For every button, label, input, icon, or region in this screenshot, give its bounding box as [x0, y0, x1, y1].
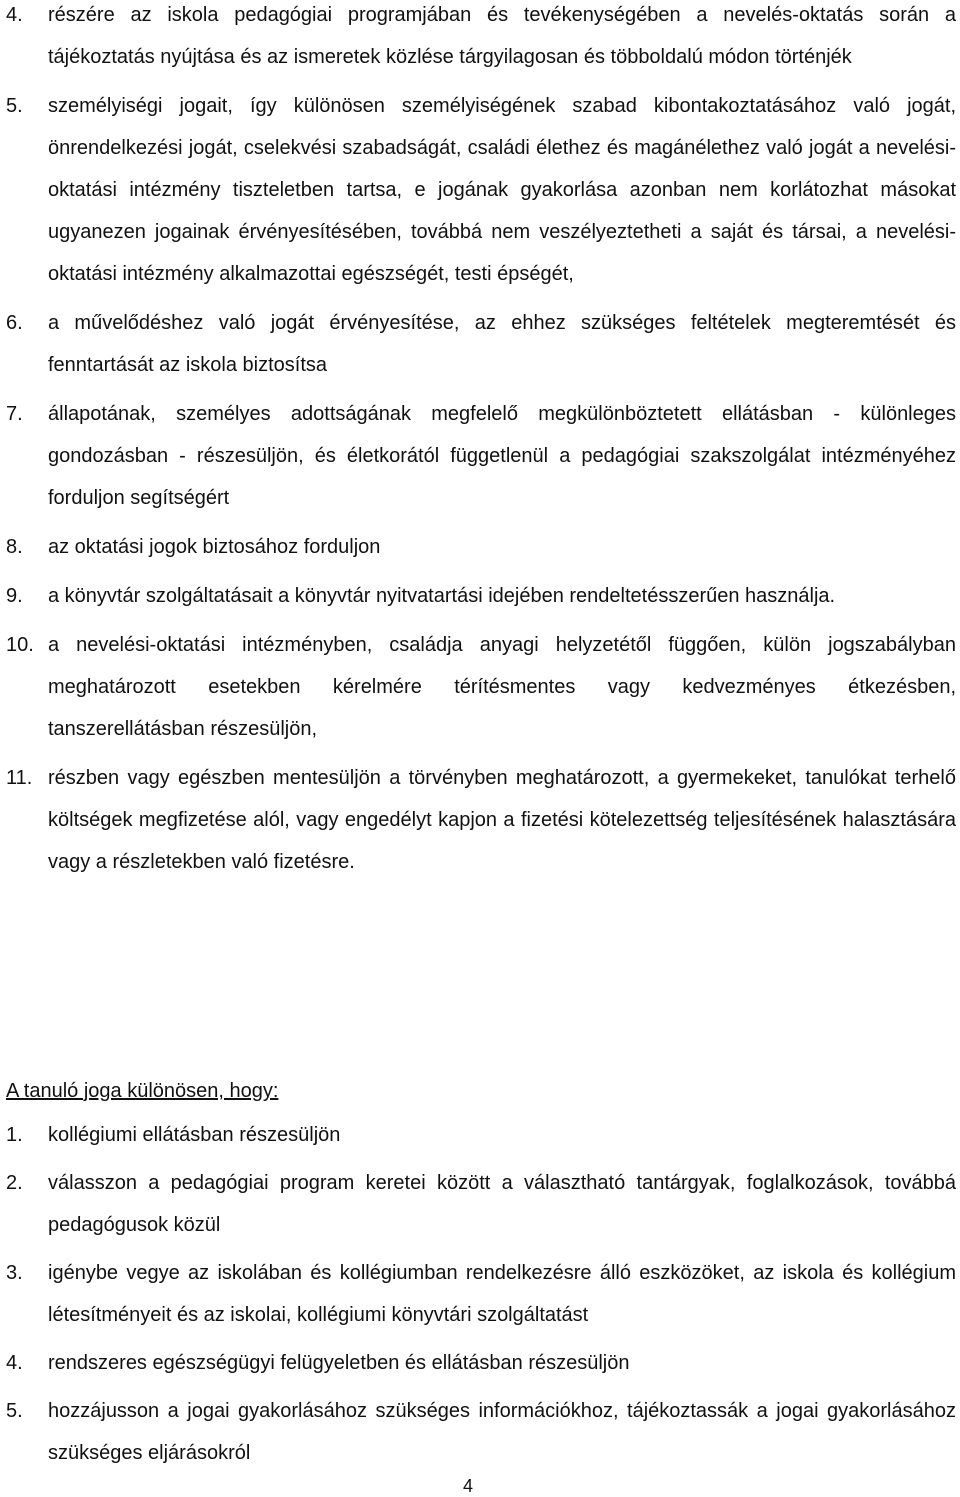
- list-item: [6, 393, 956, 519]
- list-item: [6, 757, 956, 883]
- list-item-text: állapotának, személyes adottságának megfelelő megkülönböztetett ellátásban - különleges gondozásban - részesüljön, és életkorától függetlenül a pedagógiai szakszolgálat intézményéhez forduljon segítségért: [48, 403, 956, 509]
- list-item-number: 7.: [6, 403, 23, 425]
- list-item: [6, 575, 956, 617]
- list-item-text: kollégiumi ellátásban részesüljön: [48, 1124, 341, 1146]
- list-item-text: a könyvtár szolgáltatásait a könyvtár nyitvatartási idejében rendeltetésszerűen használja.: [48, 585, 836, 607]
- list-item: [6, 302, 956, 386]
- list-item-text: személyiségi jogait, így különösen személyiségének szabad kibontakoztatásához való jogát, önrendelkezési jogát, cselekvési szabadságát, családi élethez és magánélethez való jogát a nevelési-oktatási intézmény tiszteletben tartsa, e jogának gyakorlása azonban nem korlátozhat másokat ugyanezen jogainak érvényesítésében, továbbá nem veszélyeztetheti a saját és társai, a nevelési-oktatási intézmény alkalmazottai egészségét, testi épségét,: [48, 95, 956, 285]
- list-item-text: az oktatási jogok biztosához forduljon: [48, 536, 381, 558]
- list-item-number: 5.: [6, 1400, 23, 1422]
- student-rights-list: [6, 1114, 956, 1480]
- list-item-text: válasszon a pedagógiai program keretei között a választható tantárgyak, foglalkozások, továbbá pedagógusok közül: [48, 1172, 956, 1236]
- list-item-number: 6.: [6, 312, 23, 334]
- list-item-text: hozzájusson a jogai gyakorlásához szükséges információkhoz, tájékoztassák a jogai gyakorlásához szükséges eljárásokról: [48, 1400, 956, 1464]
- list-item-number: 8.: [6, 536, 23, 558]
- list-item-number: 4.: [6, 1352, 23, 1374]
- list-item: [6, 624, 956, 750]
- list-item-number: 11.: [6, 767, 33, 789]
- list-item-text: rendszeres egészségügyi felügyeletben és ellátásban részesüljön: [48, 1352, 630, 1374]
- list-item-text: a művelődéshez való jogát érvényesítése, az ehhez szükséges feltételek megteremtését és fenntartását az iskola biztosítsa: [48, 312, 956, 376]
- list-item: [6, 1252, 956, 1336]
- section-heading: A tanuló joga különösen, hogy:: [6, 1080, 279, 1102]
- list-item-text: igénybe vegye az iskolában és kollégiumban rendelkezésre álló eszközöket, az iskola és kollégium létesítményeit és az iskolai, kollégiumi könyvtári szolgáltatást: [48, 1262, 956, 1326]
- list-item-number: 3.: [6, 1262, 23, 1284]
- page-number: 4: [462, 1476, 473, 1496]
- rights-list-continued: [6, 0, 956, 890]
- list-item: [6, 1390, 956, 1474]
- list-item-text: részére az iskola pedagógiai programjában és tevékenységében a nevelés-oktatás során a tájékoztatás nyújtása és az ismeretek közlése tárgyilagosan és többoldalú módon történjék: [48, 4, 956, 68]
- list-item-number: 9.: [6, 585, 23, 607]
- list-item: [6, 85, 956, 295]
- list-item-number: 10.: [6, 634, 34, 656]
- list-item: [6, 1162, 956, 1246]
- list-item-number: 4.: [6, 4, 23, 26]
- list-item-number: 1.: [6, 1124, 23, 1146]
- list-item: [6, 0, 956, 78]
- list-item: [6, 1114, 956, 1156]
- list-item: [6, 1342, 956, 1384]
- list-item-text: részben vagy egészben mentesüljön a törvényben meghatározott, a gyermekeket, tanulókat terhelő költségek megfizetése alól, vagy engedélyt kapjon a fizetési kötelezettség teljesítésének halasztására vagy a részletekben való fizetésre.: [48, 767, 956, 873]
- list-item-number: 5.: [6, 95, 23, 117]
- list-item-number: 2.: [6, 1172, 23, 1194]
- list-item: [6, 526, 956, 568]
- list-item-text: a nevelési-oktatási intézményben, családja anyagi helyzetétől függően, külön jogszabályban meghatározott esetekben kérelmére térítésmentes vagy kedvezményes étkezésben, tanszerellátásban részesüljön,: [48, 634, 956, 740]
